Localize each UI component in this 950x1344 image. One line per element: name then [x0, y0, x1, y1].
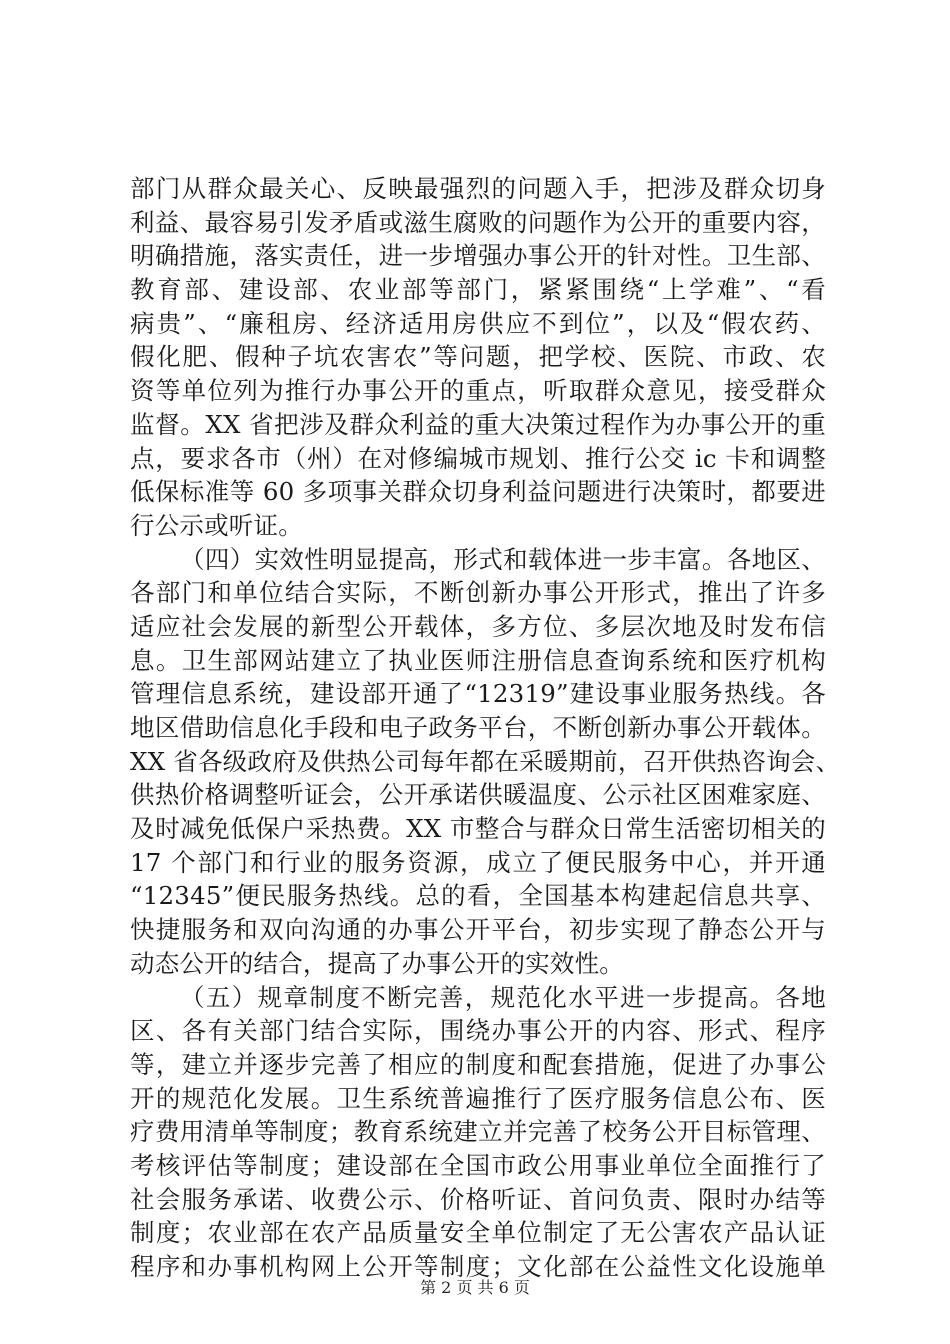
text-line: 假化肥、假种子坑农害农”等问题，把学校、医院、市政、农 [130, 342, 826, 372]
text-line: 病贵”、“廉租房、经济适用房供应不到位”，以及“假农药、 [130, 308, 826, 338]
text-line: （四）实效性明显提高，形式和载体进一步丰富。各地区、 [180, 544, 826, 574]
text-line: 考核评估等制度；建设部在全国市政公用事业单位全面推行了 [130, 1150, 826, 1180]
text-line: 行公示或听证。 [130, 510, 303, 540]
text-line: 疗费用清单等制度；教育系统建立并完善了校务公开目标管理、 [130, 1117, 826, 1147]
text-line: 区、各有关部门结合实际，围绕办事公开的内容、形式、程序 [130, 1016, 826, 1046]
text-line: 地区借助信息化手段和电子政务平台，不断创新办事公开载体。 [130, 713, 826, 742]
text-line: （五）规章制度不断完善，规范化水平进一步提高。各地 [180, 982, 826, 1012]
text-line: 低保标准等 60 多项事关群众切身利益问题进行决策时，都要进 [130, 477, 826, 507]
text-line: 17 个部门和行业的服务资源，成立了便民服务中心，并开通 [130, 847, 826, 877]
text-line: XX 省各级政府及供热公司每年都在采暖期前，召开供热咨询会、 [130, 746, 841, 776]
text-line: 资等单位列为推行办事公开的重点，听取群众意见，接受群众 [130, 376, 826, 406]
text-line: 息。卫生部网站建立了执业医师注册信息查询系统和医疗机构 [130, 645, 826, 675]
body-text [130, 172, 841, 1284]
text-line: 各部门和单位结合实际，不断创新办事公开形式，推出了许多 [130, 578, 826, 608]
text-line: 程序和办事机构网上公开等制度；文化部在公益性文化设施单 [130, 1252, 826, 1281]
page-footer: 第 2 页 共 6 页 [420, 1278, 530, 1297]
text-line: 社会服务承诺、收费公示、价格听证、首问负责、限时办结等 [130, 1184, 826, 1214]
text-line: 教育部、建设部、农业部等部门，紧紧围绕“上学难”、“看 [130, 275, 826, 305]
text-line: 制度；农业部在农产品质量安全单位制定了无公害农产品认证 [130, 1218, 826, 1248]
text-line: 快捷服务和双向沟通的办事公开平台，初步实现了静态公开与 [130, 915, 826, 945]
text-line: 及时减免低保户采热费。XX 市整合与群众日常生活密切相关的 [130, 814, 826, 844]
text-line: 监督。XX 省把涉及群众利益的重大决策过程作为办事公开的重 [130, 409, 826, 439]
text-line: 动态公开的结合，提高了办事公开的实效性。 [130, 948, 624, 978]
text-line: 利益、最容易引发矛盾或滋生腐败的问题作为公开的重要内容， [130, 207, 826, 237]
text-line: 明确措施，落实责任，进一步增强办事公开的针对性。卫生部、 [130, 241, 826, 271]
text-line: 供热价格调整听证会，公开承诺供暖温度、公示社区困难家庭、 [130, 780, 826, 810]
text-line: 点，要求各市（州）在对修编城市规划、推行公交 ic 卡和调整 [130, 443, 826, 473]
text-line: 部门从群众最关心、反映最强烈的问题入手，把涉及群众切身 [130, 174, 826, 203]
text-line: 等，建立并逐步完善了相应的制度和配套措施，促进了办事公 [130, 1049, 826, 1079]
text-line: 开的规范化发展。卫生系统普遍推行了医疗服务信息公布、医 [130, 1083, 826, 1113]
text-line: “12345”便民服务热线。总的看，全国基本构建起信息共享、 [130, 881, 826, 911]
text-line: 适应社会发展的新型公开载体，多方位、多层次地及时发布信 [130, 611, 826, 641]
text-line: 管理信息系统，建设部开通了“12319”建设事业服务热线。各 [130, 679, 826, 709]
